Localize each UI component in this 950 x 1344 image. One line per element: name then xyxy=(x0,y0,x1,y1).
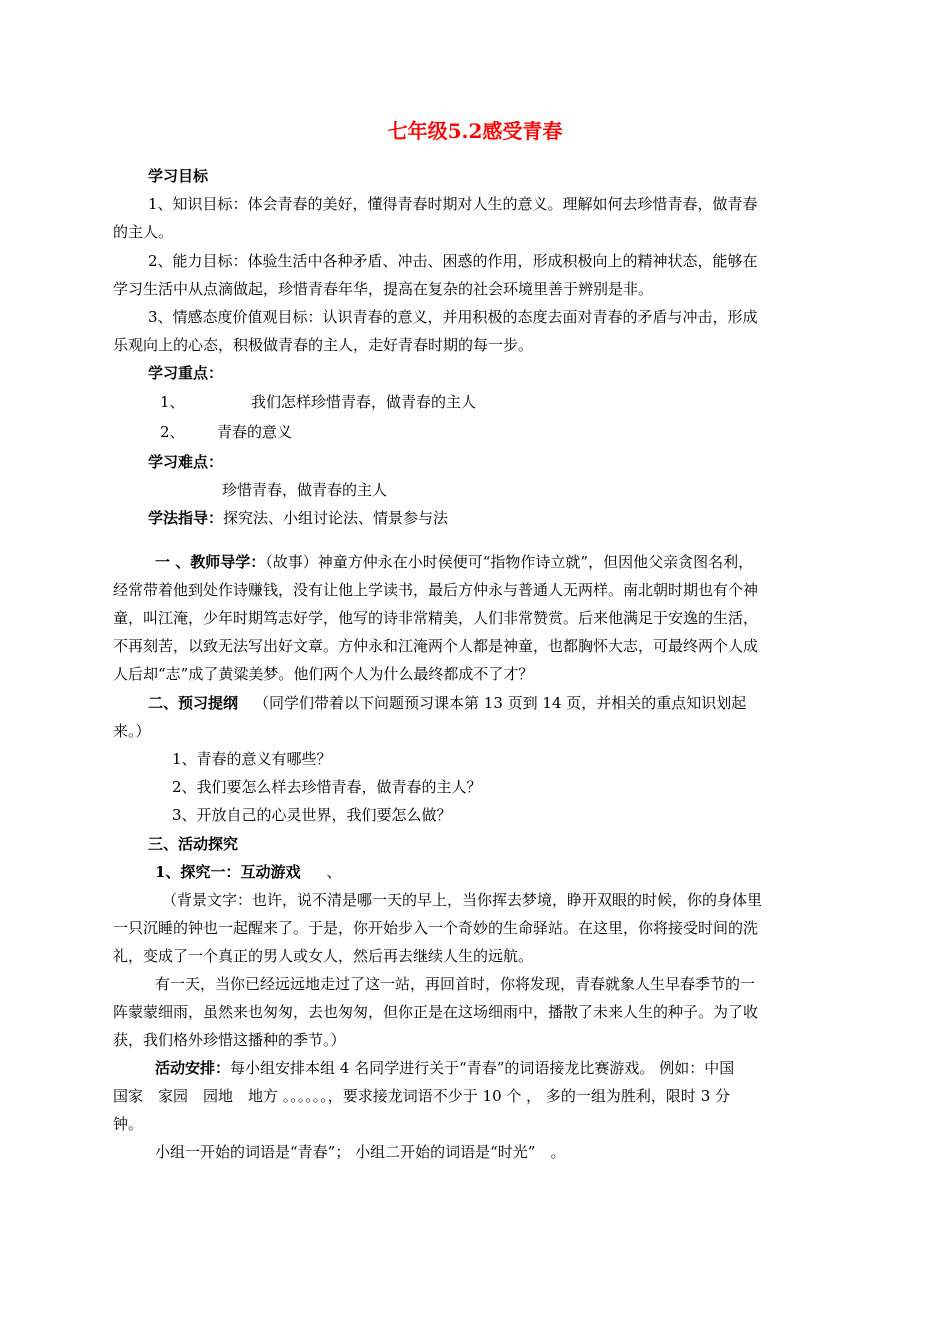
part-1-line-1 xyxy=(155,552,753,572)
background-line-6: 获，我们格外珍惜这播种的季节。） xyxy=(113,1031,346,1049)
part-2-label: 二、预习提纲 xyxy=(148,694,239,712)
background-line-4: 有一天，当你已经远远地走过了这一站，再回首时，你将发现，青春就象人生早春季节的一 xyxy=(155,975,756,993)
method-line xyxy=(148,508,448,528)
heading-goals: 学习目标 xyxy=(148,167,209,185)
method-label: 学法指导： xyxy=(148,509,224,527)
key-point-2-number: 2、 xyxy=(160,423,185,441)
background-line-2: 一只沉睡的钟也一起醒来了。于是，你开始步入一个奇妙的生命驿站。在这里，你将接受时间的洗 xyxy=(113,919,759,937)
background-line-1: （背景文字：也许，说不清是哪一天的早上，当你挥去梦境，睁开双眼的时候，你的身体里 xyxy=(162,891,763,909)
key-point-2-text: 青春的意义 xyxy=(217,423,293,441)
method-text: 探究法、小组讨论法、情景参与法 xyxy=(223,509,449,527)
background-line-5: 阵蒙蒙细雨，虽然来也匆匆，去也匆匆，但你正是在这场细雨中，播散了未来人生的种子。为了收 xyxy=(113,1003,759,1021)
activity-line-2: 国家 家园 园地 地方 。。。。。。，要求接龙词语不少于 10 个 ， 多的一组为胜利，限时 3 分 xyxy=(113,1087,731,1105)
heading-key-points: 学习重点： xyxy=(148,364,224,382)
part-1-line-4: 不再刻苦，以致无法写出好文章。方仲永和江淹两个人都是神童，也都胸怀大志，可最终两个人成 xyxy=(113,637,759,655)
goal-1-line-2: 的主人。 xyxy=(113,223,174,241)
activity-text-1: 每小组安排本组 4 名同学进行关于“青春”的词语接龙比赛游戏。 例如：中国 xyxy=(230,1059,735,1077)
heading-difficulty: 学习难点： xyxy=(148,453,224,471)
goal-3-line-2: 乐观向上的心态，积极做青春的主人，走好青春时期的每一步。 xyxy=(113,336,534,354)
part-1-line-5: 人后却“志”成了黄粱美梦。他们两个人为什么最终都成不了才？ xyxy=(113,665,534,683)
preview-question-1: 1、青春的意义有哪些？ xyxy=(172,750,332,768)
groups-line: 小组一开始的词语是“青春”； 小组二开始的词语是“时光” 。 xyxy=(155,1143,566,1161)
part-1-line-2: 经常带着他到处作诗赚钱，没有让他上学读书，最后方仲永与普通人无两样。南北朝时期也有个神 xyxy=(113,581,759,599)
key-point-1-text: 我们怎样珍惜青春，做青春的主人 xyxy=(251,393,477,411)
goal-1-line-1: 1、知识目标：体会青春的美好，懂得青春时期对人生的意义。理解如何去珍惜青春，做青春 xyxy=(148,195,758,213)
background-line-3: 礼，变成了一个真正的男人或女人，然后再去继续人生的远航。 xyxy=(113,947,534,965)
part-2-text-1: （同学们带着以下问题预习课本第 13 页到 14 页，并相关的重点知识划起 xyxy=(254,694,747,712)
heading-activity: 三、活动探究 xyxy=(148,835,239,853)
part-1-text-1: （故事）神童方仲永在小时侯便可“指物作诗立就”，但因他父亲贪图名利， xyxy=(265,553,754,571)
part-1-line-3: 童，叫江淹，少年时期笃志好学，他写的诗非常精美，人们非常赞赏。后来他满足于安逸的生活， xyxy=(113,609,759,627)
explore-1-title: 1、探究一：互动游戏 xyxy=(155,863,301,881)
part-2-line-1 xyxy=(148,693,746,713)
goal-2-line-2: 学习生活中从点滴做起，珍惜青春年华，提高在复杂的社会环境里善于辨别是非。 xyxy=(113,280,654,298)
goal-3-line-1: 3、情感态度价值观目标：认识青春的意义，并用积极的态度去面对青春的矛盾与冲击，形成 xyxy=(148,308,758,326)
page-title: 七年级5.2感受青春 xyxy=(387,119,563,143)
preview-question-3: 3、开放自己的心灵世界，我们要怎么做？ xyxy=(172,806,452,824)
goal-2-line-1: 2、能力目标：体验生活中各种矛盾、冲击、困惑的作用，形成积极向上的精神状态，能够在 xyxy=(148,252,758,270)
activity-line-3: 钟。 xyxy=(113,1115,144,1133)
explore-1-line xyxy=(155,862,341,882)
activity-label: 活动安排： xyxy=(155,1059,231,1077)
part-2-line-2: 来。） xyxy=(113,722,151,740)
key-point-1-number: 1、 xyxy=(160,393,185,411)
difficulty-text: 珍惜青春，做青春的主人 xyxy=(222,481,388,499)
activity-line-1 xyxy=(155,1058,734,1078)
part-1-label: 一 、教师导学： xyxy=(155,553,266,571)
explore-1-mark: 、 xyxy=(326,863,342,881)
preview-question-2: 2、我们要怎么样去珍惜青春，做青春的主人？ xyxy=(172,778,482,796)
